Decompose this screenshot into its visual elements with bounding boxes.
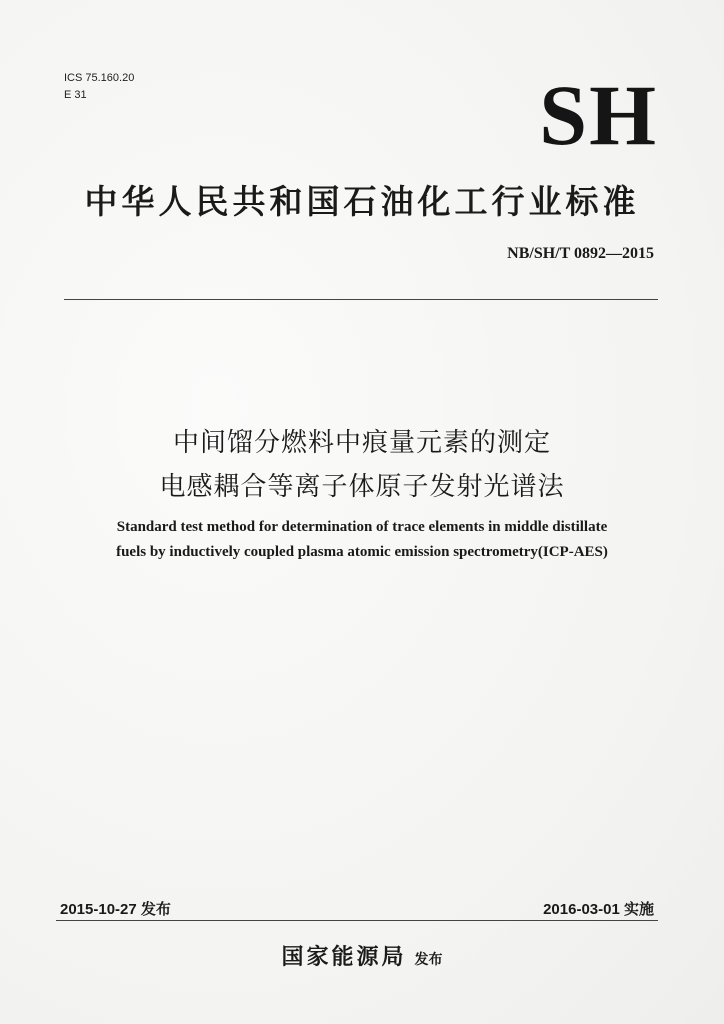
standard-category-title: 中华人民共和国石油化工行业标准	[84, 182, 640, 221]
implementation-date: 2016-03-01 实施	[543, 901, 654, 918]
chinese-title-line-1: 中间馏分燃料中痕量元素的测定	[172, 428, 551, 458]
sh-logo: SH	[539, 67, 658, 163]
chinese-title-line-2: 电感耦合等离子体原子发射光谱法	[159, 472, 565, 502]
top-divider	[64, 299, 658, 300]
standard-code: NB/SH/T 0892—2015	[507, 245, 654, 262]
ccs-code: E 31	[64, 89, 87, 101]
english-title-line-2: fuels by inductively coupled plasma atomic emission spectrometry(ICP-AES)	[116, 544, 608, 560]
chinese-title	[0, 421, 724, 509]
issue-date: 2015-10-27 发布	[60, 901, 171, 918]
bottom-divider	[56, 920, 658, 921]
publisher-name: 国家能源局	[281, 945, 407, 970]
publisher-line	[0, 940, 724, 971]
publisher-suffix: 发布	[414, 952, 443, 968]
english-title-line-1: Standard test method for determination of trace elements in middle distillate	[116, 519, 608, 535]
ics-code: ICS 75.160.20	[64, 72, 135, 84]
classification-block	[64, 70, 134, 104]
english-title	[60, 515, 664, 565]
